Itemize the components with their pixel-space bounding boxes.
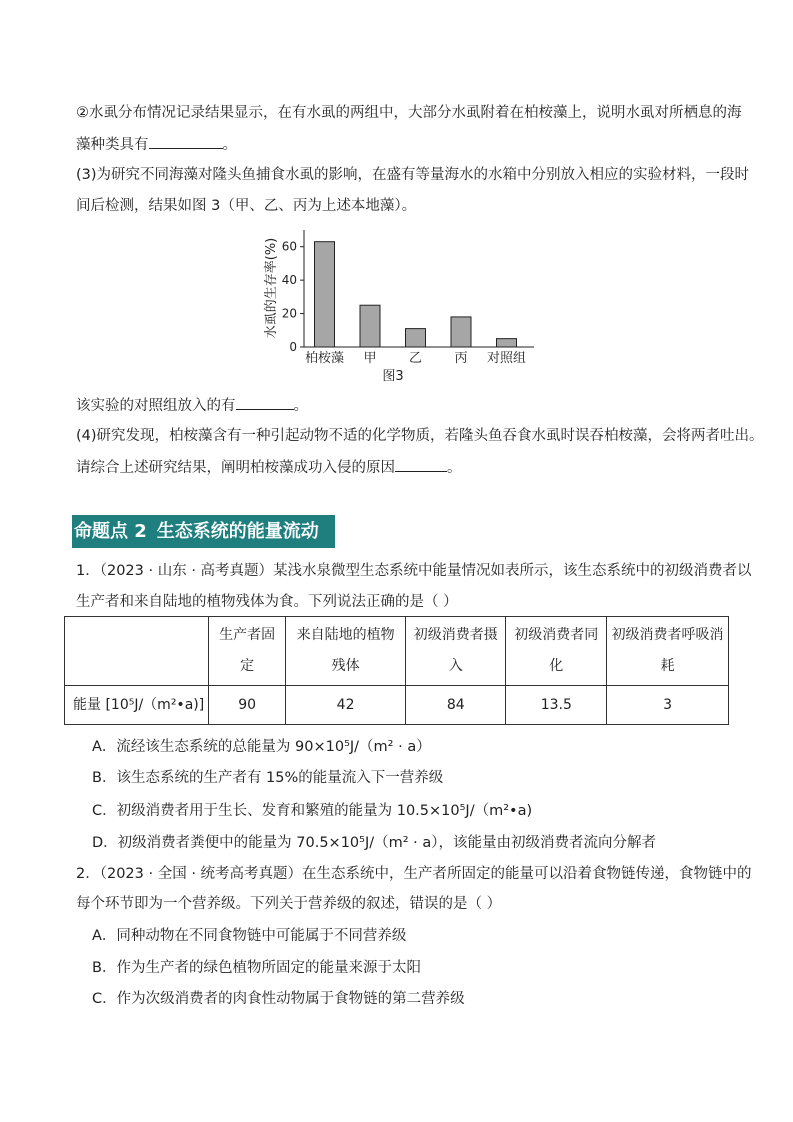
table-header-cell: 来自陆地的植物残体 (286, 617, 406, 686)
answer-blank[interactable] (149, 134, 223, 149)
q2-option-a[interactable]: A．同种动物在不同食物链中可能属于不同营养级 (92, 928, 407, 944)
bar-2 (406, 329, 426, 347)
bar-1 (360, 305, 380, 347)
question-2-line1: 2．（2023 · 全国 · 统考高考真题）在生态系统中，生产者所固定的能量可以沿着食物链传递，食物链中的 (76, 866, 752, 882)
x-category-label: 对照组 (486, 351, 527, 366)
question-1-line2: 生产者和来自陆地的植物残体为食。下列说法正确的是（ ） (76, 594, 458, 610)
bar-3 (451, 317, 471, 347)
y-tick-label: 40 (281, 273, 297, 288)
section-heading (72, 515, 335, 548)
question-part2-line1: ②水虱分布情况记录结果显示，在有水虱的两组中，大部分水虱附着在柏桉藻上，说明水虱对所栖息的海 (76, 105, 742, 121)
bar-4 (497, 339, 517, 347)
question-text: 藻种类具有 (76, 137, 149, 153)
q1-option-a[interactable]: A．流经该生态系统的总能量为 90×10⁵J/（m² · a） (92, 739, 431, 755)
table-cell: 42 (286, 686, 406, 725)
table-header-cell: 生产者固定 (209, 617, 286, 686)
question-text: 。 (222, 137, 237, 153)
table-header-cell (65, 617, 209, 686)
table-header-cell: 初级消费者摄入 (406, 617, 506, 686)
x-category-label: 柏桉藻 (304, 351, 345, 366)
y-tick-label: 0 (289, 340, 297, 354)
q1-option-c[interactable]: C．初级消费者用于生长、发育和繁殖的能量为 10.5×10⁵J/（m²•a) (92, 803, 533, 819)
table-row (65, 686, 729, 725)
x-category-label: 乙 (408, 351, 423, 366)
q2-option-c[interactable]: C．作为次级消费者的肉食性动物属于食物链的第二营养级 (92, 991, 465, 1007)
question-part4-line2 (76, 457, 462, 478)
question-2-line2: 每个环节即为一个营养级。下列关于营养级的叙述，错误的是（ ） (76, 896, 502, 912)
bar-0 (315, 242, 335, 347)
question-1-line1: 1．（2023 · 山东 · 高考真题）某浅水泉微型生态系统中能量情况如表所示，该生态系统中的初级消费者以 (76, 563, 752, 579)
answer-blank[interactable] (236, 395, 294, 410)
y-tick-label: 20 (281, 306, 297, 321)
question-part3-line3 (76, 395, 308, 416)
answer-blank[interactable] (395, 457, 447, 472)
question-text: 该实验的对照组放入的有 (76, 398, 236, 414)
question-part4-line1: (4)研究发现，柏桉藻含有一种引起动物不适的化学物质，若隆头鱼吞食水虱时误吞柏桉藻，会将两者吐出。 (76, 428, 764, 444)
table-cell: 84 (406, 686, 506, 725)
question-text: 。 (293, 398, 308, 414)
table-cell: 90 (209, 686, 286, 725)
section-number: 命题点 2 (74, 521, 147, 542)
section-title: 生态系统的能量流动 (156, 521, 319, 542)
q1-option-d[interactable]: D．初级消费者粪便中的能量为 70.5×10⁵J/（m² · a），该能量由初级消费者流向分解者 (92, 835, 657, 851)
question-text: 请综合上述研究结果，阐明柏桉藻成功入侵的原因 (76, 460, 395, 476)
y-axis-label: 水虱的生存率(%) (264, 237, 279, 339)
q1-option-b[interactable]: B．该生态系统的生产者有 15%的能量流入下一营养级 (92, 770, 444, 786)
energy-table (64, 616, 729, 725)
table-header-row (65, 617, 729, 686)
figure-3-bar-chart (258, 226, 548, 386)
x-category-label: 丙 (454, 351, 468, 366)
table-cell: 3 (607, 686, 729, 725)
question-part3-line1: (3)为研究不同海藻对隆头鱼捕食水虱的影响，在盛有等量海水的水箱中分别放入相应的实验材料，一段时 (76, 167, 750, 183)
q2-option-b[interactable]: B．作为生产者的绿色植物所固定的能量来源于太阳 (92, 960, 421, 976)
y-tick-label: 60 (281, 239, 297, 254)
table-header-cell: 初级消费者同化 (506, 617, 607, 686)
x-category-label: 甲 (363, 351, 377, 366)
question-part3-line2: 间后检测，结果如图 3（甲、乙、丙为上述本地藻）。 (76, 198, 417, 214)
question-part2-line2 (76, 134, 237, 155)
table-cell: 13.5 (506, 686, 607, 725)
figure-title: 图3 (382, 369, 404, 384)
table-header-cell: 初级消费者呼吸消耗 (607, 617, 729, 686)
question-text: 。 (447, 460, 462, 476)
table-row-label: 能量 [10⁵J/（m²•a)] (65, 686, 209, 725)
